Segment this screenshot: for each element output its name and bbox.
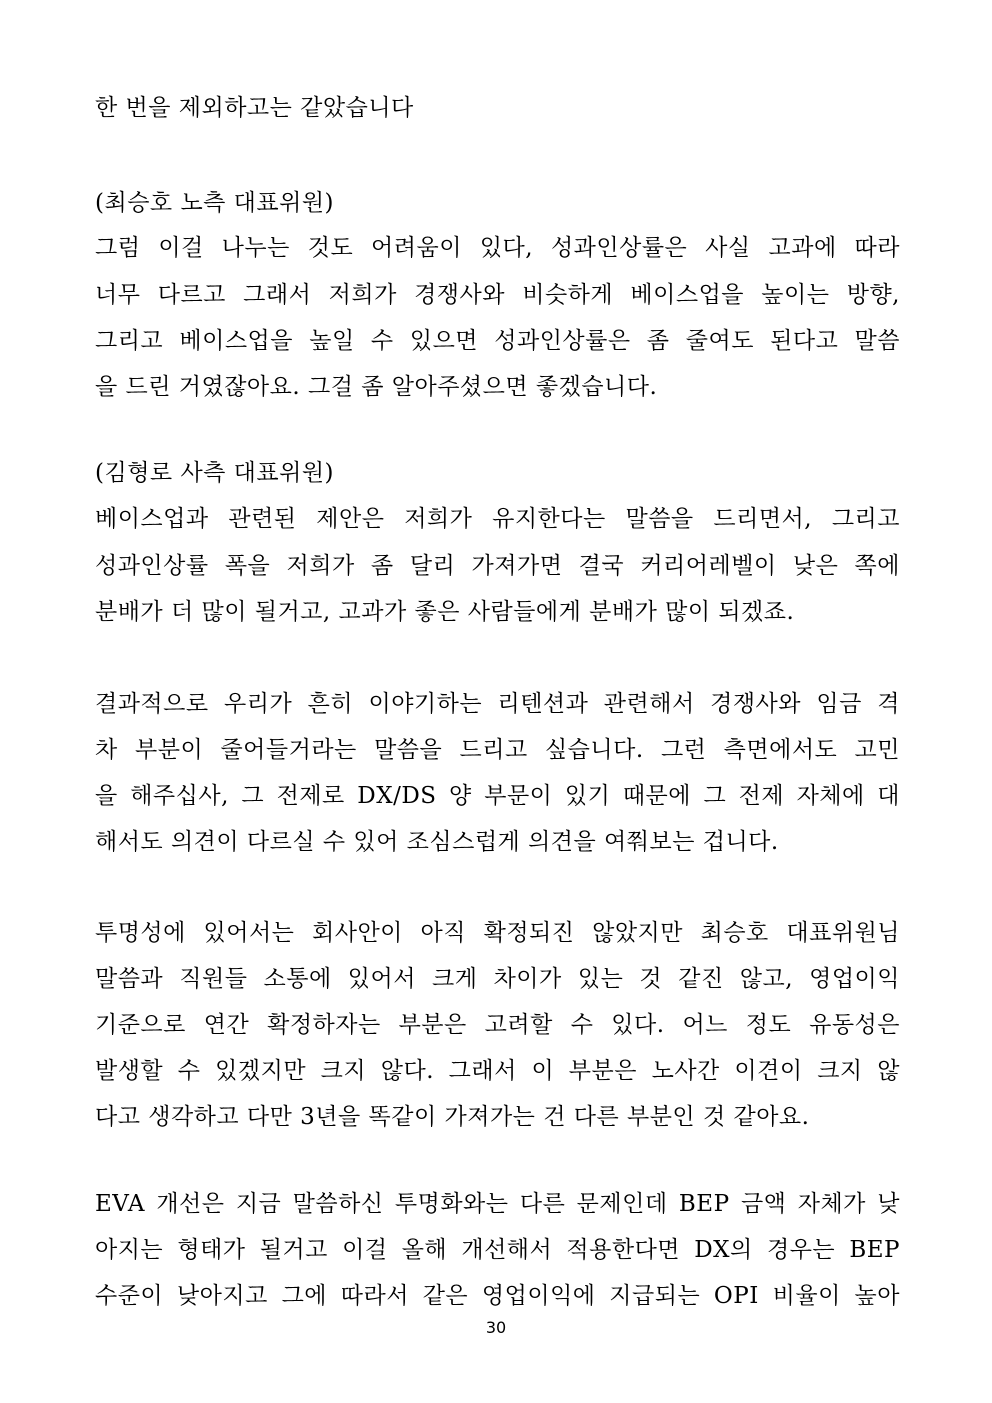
text-line: 그리고 베이스업을 높일 수 있으면 성과인상률은 좀 줄여도 된다고 말씀 xyxy=(95,328,900,354)
text-line: 발생할 수 있겠지만 크지 않다. 그래서 이 부분은 노사간 이견이 크지 않 xyxy=(95,1058,900,1084)
text-line: 베이스업과 관련된 제안은 저희가 유지한다는 말씀을 드리면서, 그리고 xyxy=(95,506,900,532)
text-line: 수준이 낮아지고 그에 따라서 같은 영업이익에 지급되는 OPI 비율이 높아 xyxy=(95,1283,900,1309)
text-line: 차 부분이 줄어들거라는 말씀을 드리고 싶습니다. 그런 측면에서도 고민 xyxy=(95,737,900,763)
text-line: 투명성에 있어서는 회사안이 아직 확정되진 않았지만 최승호 대표위원님 xyxy=(95,920,900,946)
text-line: 그럼 이걸 나누는 것도 어려움이 있다, 성과인상률은 사실 고과에 따라 xyxy=(95,235,900,261)
speaker-label: (김형로 사측 대표위원) xyxy=(95,460,335,486)
page-number: 30 xyxy=(485,1318,507,1337)
text-line: 분배가 더 많이 될거고, 고과가 좋은 사람들에게 분배가 많이 되겠죠. xyxy=(95,599,795,625)
text-line: 성과인상률 폭을 저희가 좀 달리 가져가면 결국 커리어레벨이 낮은 쪽에 xyxy=(95,553,900,579)
text-line: 다고 생각하고 다만 3년을 똑같이 가져가는 건 다른 부분인 것 같아요. xyxy=(95,1104,810,1130)
text-line: 아지는 형태가 될거고 이걸 올해 개선해서 적용한다면 DX의 경우는 BEP xyxy=(95,1237,900,1263)
text-line: 한 번을 제외하고는 같았습니다 xyxy=(95,95,414,121)
text-line: 해서도 의견이 다르실 수 있어 조심스럽게 의견을 여쭤보는 겁니다. xyxy=(95,829,779,855)
text-line: 너무 다르고 그래서 저희가 경쟁사와 비슷하게 베이스업을 높이는 방향, xyxy=(95,282,900,308)
text-line: 을 해주십사, 그 전제로 DX/DS 양 부문이 있기 때문에 그 전제 자체에 대 xyxy=(95,783,900,809)
text-line: 말씀과 직원들 소통에 있어서 크게 차이가 있는 것 같진 않고, 영업이익 xyxy=(95,966,900,992)
text-line: EVA 개선은 지금 말씀하신 투명화와는 다른 문제인데 BEP 금액 자체가 낮 xyxy=(95,1191,900,1217)
text-line: 결과적으로 우리가 흔히 이야기하는 리텐션과 관련해서 경쟁사와 임금 격 xyxy=(95,691,900,717)
text-line: 을 드린 거였잖아요. 그걸 좀 알아주셨으면 좋겠습니다. xyxy=(95,374,658,400)
text-line: 기준으로 연간 확정하자는 부분은 고려할 수 있다. 어느 정도 유동성은 xyxy=(95,1012,900,1038)
speaker-label: (최승호 노측 대표위원) xyxy=(95,190,335,216)
